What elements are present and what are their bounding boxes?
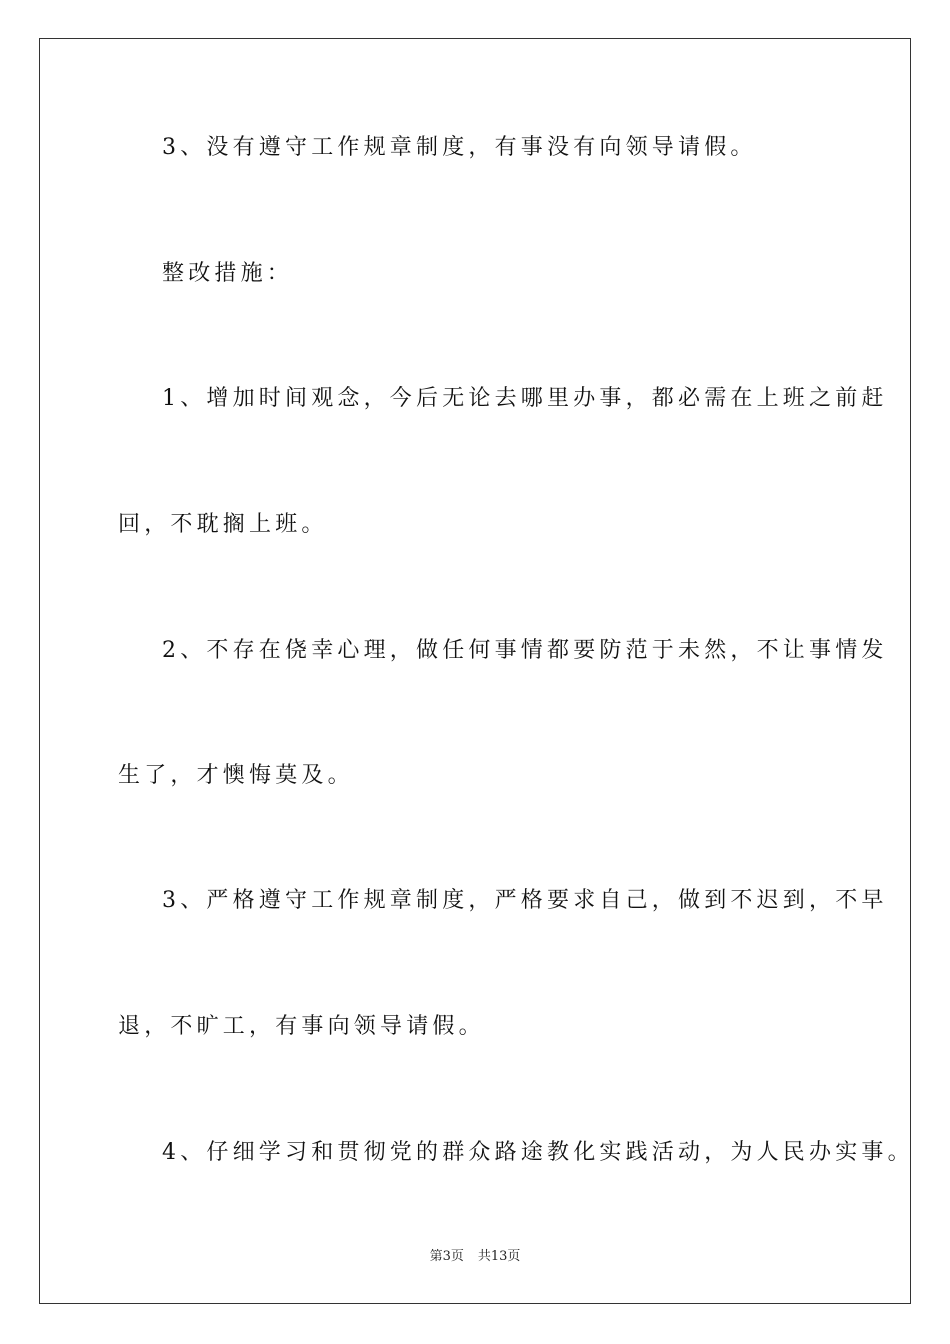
page-number-current: 第3页 <box>429 1249 464 1264</box>
page-footer <box>0 1248 950 1266</box>
paragraph-line: 退，不旷工，有事向领导请假。 <box>118 1014 485 1039</box>
paragraph-line: 2、不存在侥幸心理，做任何事情都要防范于未然，不让事情发 <box>162 638 888 663</box>
paragraph-line: 3、严格遵守工作规章制度，严格要求自己，做到不迟到，不早 <box>162 888 888 913</box>
section-heading: 整改措施： <box>162 261 294 286</box>
paragraph-line: 回，不耽搁上班。 <box>118 512 328 537</box>
paragraph-line: 4、仔细学习和贯彻党的群众路途教化实践活动，为人民办实事。 <box>162 1140 914 1165</box>
paragraph-line: 3、没有遵守工作规章制度，有事没有向领导请假。 <box>162 135 757 160</box>
paragraph-line: 1、增加时间观念，今后无论去哪里办事，都必需在上班之前赶 <box>162 386 888 411</box>
page-frame <box>39 38 914 1304</box>
paragraph-line: 生了，才懊悔莫及。 <box>118 763 354 788</box>
page-number-total: 共13页 <box>477 1249 521 1264</box>
